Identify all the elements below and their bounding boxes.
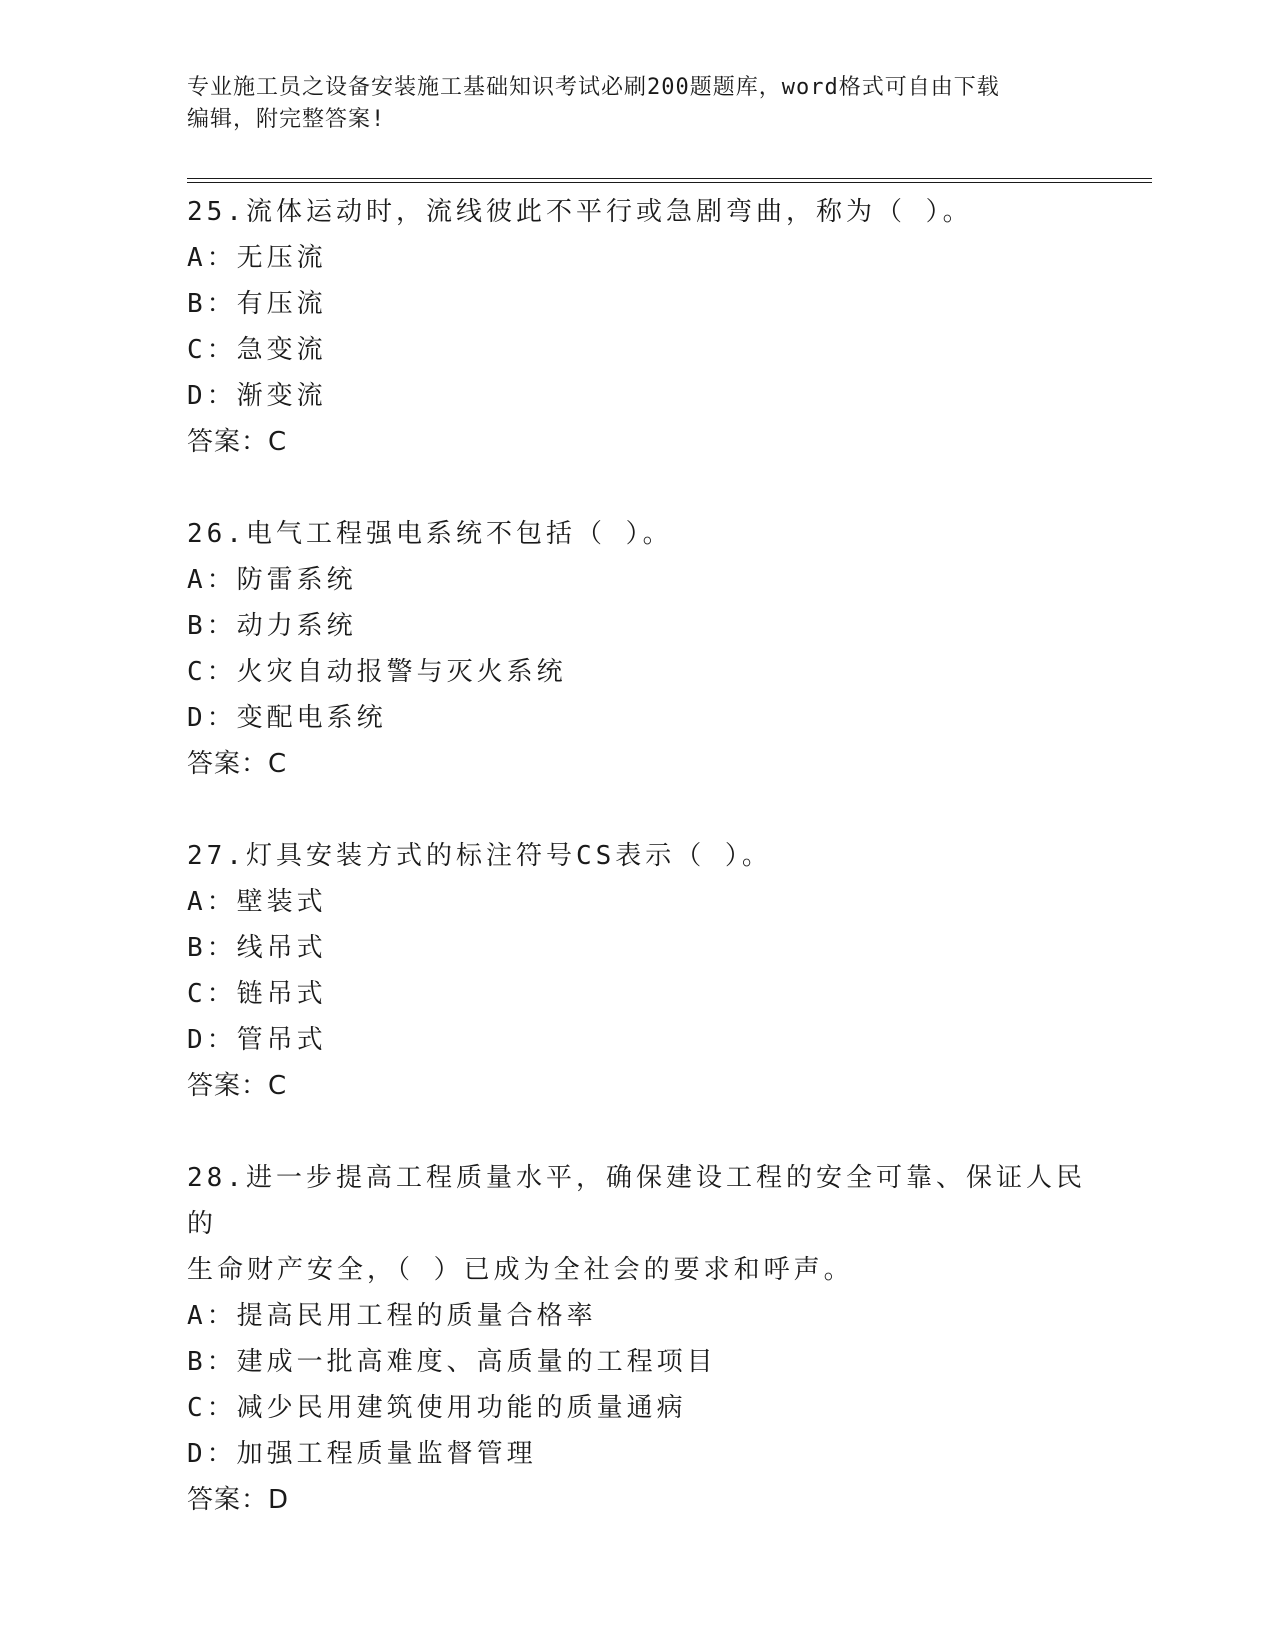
option-a: A：防雷系统: [187, 565, 357, 595]
header-line-2: 编辑，附完整答案!: [187, 107, 386, 132]
header-divider-top: [187, 178, 1152, 179]
answer: 答案：C: [187, 749, 288, 779]
option-c: C：急变流: [187, 335, 327, 365]
question-list: [187, 189, 1107, 1569]
option-c: C：火灾自动报警与灭火系统: [187, 657, 567, 687]
header-line-1: 专业施工员之设备安装施工基础知识考试必刷200题题库，word格式可自由下载: [187, 75, 1000, 100]
question-stem: 25.流体运动时，流线彼此不平行或急剧弯曲，称为（ ）。: [187, 197, 973, 227]
header-divider-bottom: [187, 182, 1152, 183]
option-d: D：管吊式: [187, 1025, 327, 1055]
question-stem: 27.灯具安装方式的标注符号CS表示（ ）。: [187, 841, 772, 871]
option-b: B：建成一批高难度、高质量的工程项目: [187, 1347, 717, 1377]
answer: 答案：C: [187, 427, 288, 457]
question-27: [187, 833, 1107, 1109]
question-stem-line-2: 生命财产安全，（ ）已成为全社会的要求和呼声。: [187, 1255, 854, 1285]
question-stem: 26.电气工程强电系统不包括（ ）。: [187, 519, 673, 549]
option-c: C：链吊式: [187, 979, 327, 1009]
option-a: A：无压流: [187, 243, 327, 273]
option-a: A：提高民用工程的质量合格率: [187, 1301, 597, 1331]
option-a: A：壁装式: [187, 887, 327, 917]
answer: 答案：C: [187, 1071, 288, 1101]
answer: 答案：D: [187, 1485, 290, 1515]
option-b: B：线吊式: [187, 933, 327, 963]
option-d: D：渐变流: [187, 381, 327, 411]
option-b: B：动力系统: [187, 611, 357, 641]
question-26: [187, 511, 1107, 787]
option-c: C：减少民用建筑使用功能的质量通病: [187, 1393, 687, 1423]
question-stem-line-1: 28.进一步提高工程质量水平，确保建设工程的安全可靠、保证人民的: [187, 1163, 1086, 1239]
option-d: D：加强工程质量监督管理: [187, 1439, 537, 1469]
question-25: [187, 189, 1107, 465]
option-b: B：有压流: [187, 289, 327, 319]
option-d: D：变配电系统: [187, 703, 387, 733]
document-header: [187, 72, 1087, 136]
question-28: [187, 1155, 1107, 1523]
